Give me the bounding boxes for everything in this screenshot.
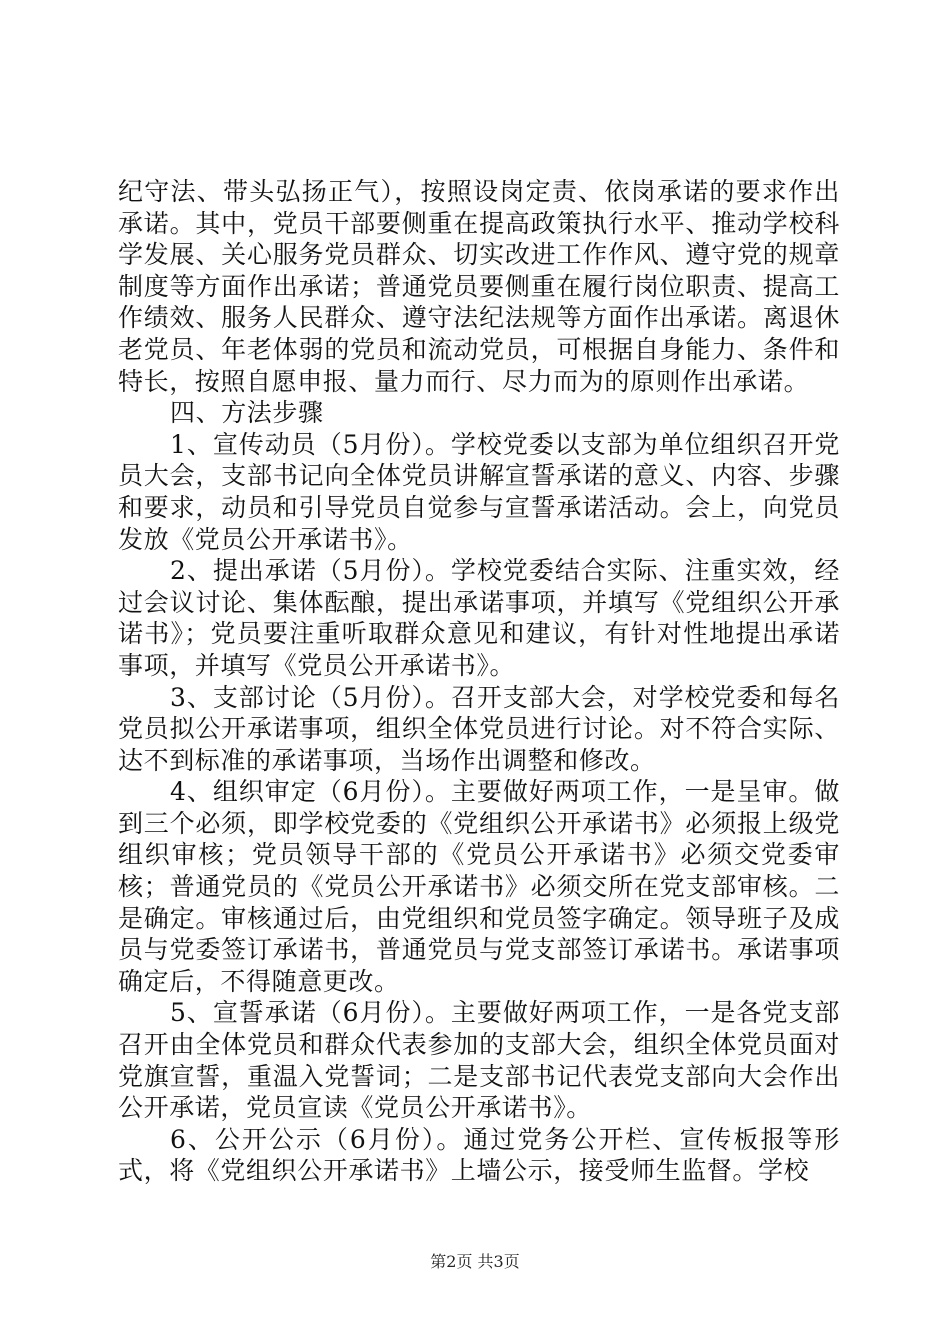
paragraph-1: 纪守法、带头弘扬正气），按照设岗定责、依岗承诺的要求作出承诺。其中，党员干部要侧重在提高政策执行水平、推动学校科学发展、关心服务党员群众、切实改进工作作风、遵守党的规章制度等方面作出承诺；普通党员要侧重在履行岗位职责、提高工作绩效、服务人民群众、遵守法纪法规等方面作出承诺。离退休老党员、年老体弱的党员和流动党员，可根据自身能力、条件和特长，按照自愿申报、量力而行、尽力而为的原则作出承诺。 <box>118 177 840 396</box>
document-body <box>118 176 840 1187</box>
page-number-footer: 第2页 共3页 <box>430 1252 520 1271</box>
paragraph-step-1: 1、宣传动员（5月份）。学校党委以支部为单位组织召开党员大会，支部书记向全体党员讲解宣誓承诺的意义、内容、步骤和要求，动员和引导党员自觉参与宣誓承诺活动。会上，向党员发放《党员公开承诺书》。 <box>118 429 840 554</box>
paragraph-step-6: 6、公开公示（6月份）。通过党务公开栏、宣传板报等形式，将《党组织公开承诺书》上墙公示，接受师生监督。学校 <box>118 1124 840 1186</box>
paragraph-step-4: 4、组织审定（6月份）。主要做好两项工作，一是呈审。做到三个必须，即学校党委的《党组织公开承诺书》必须报上级党组织审核；党员领导干部的《党员公开承诺书》必须交党委审核；普通党员的《党员公开承诺书》必须交所在党支部审核。二是确定。审核通过后，由党组织和党员签字确定。领导班子及成员与党委签订承诺书，普通党员与党支部签订承诺书。承诺事项确定后，不得随意更改。 <box>118 777 840 996</box>
paragraph-step-2: 2、提出承诺（5月份）。学校党委结合实际、注重实效，经过会议讨论、集体酝酿，提出承诺事项，并填写《党组织公开承诺书》；党员要注重听取群众意见和建议，有针对性地提出承诺事项，并填写《党员公开承诺书》。 <box>118 556 840 680</box>
paragraph-step-3: 3、支部讨论（5月份）。召开支部大会，对学校党委和每名党员拟公开承诺事项，组织全体党员进行讨论。对不符合实际、达不到标准的承诺事项，当场作出调整和修改。 <box>118 682 840 775</box>
section-heading-method-steps: 四、方法步骤 <box>170 398 324 428</box>
paragraph-step-5: 5、宣誓承诺（6月份）。主要做好两项工作，一是各党支部召开由全体党员和群众代表参加的支部大会，组织全体党员面对党旗宣誓，重温入党誓词；二是支部书记代表党支部向大会作出公开承诺，党员宣读《党员公开承诺书》。 <box>118 998 840 1123</box>
